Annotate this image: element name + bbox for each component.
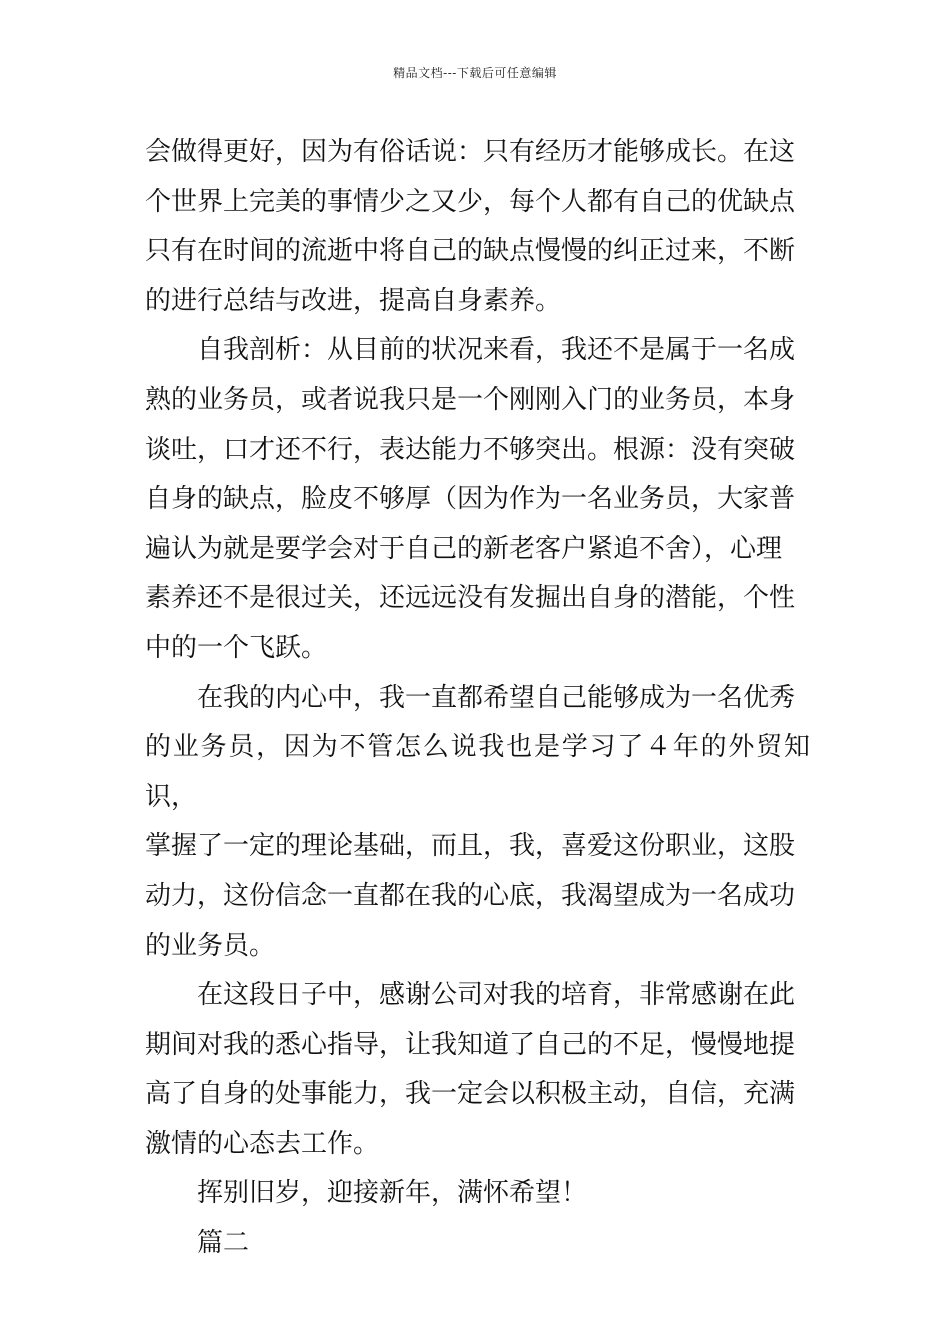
text-line: 挥别旧岁，迎接新年，满怀希望！ <box>197 1178 588 1209</box>
text-line: 自身的缺点，脸皮不够厚（因为作为一名业务员，大家普 <box>145 484 796 515</box>
text-line: 在这段日子中，感谢公司对我的培育，非常感谢在此 <box>197 980 796 1011</box>
text-line: 只有在时间的流逝中将自己的缺点慢慢的纠正过来，不断 <box>145 236 796 267</box>
text-line: 的业务员，因为不管怎么说我也是学习了４年的外贸知识， <box>145 732 810 812</box>
paragraph-4 <box>145 971 810 1169</box>
text-line: 个世界上完美的事情少之又少，每个人都有自己的优缺点 <box>145 186 796 217</box>
paragraph-5 <box>145 1169 810 1219</box>
page-header-watermark: 精品文档---下载后可任意编辑 <box>393 66 557 80</box>
text-line: 熟的业务员，或者说我只是一个刚刚入门的业务员，本身 <box>145 384 796 415</box>
text-line: 期间对我的悉心指导，让我知道了自己的不足，慢慢地提 <box>145 1029 796 1060</box>
text-line: 篇二 <box>197 1228 250 1259</box>
text-line: 素养还不是很过关，还远远没有发掘出自身的潜能，个性 <box>145 583 796 614</box>
text-line: 遍认为就是要学会对于自己的新老客户紧追不舍），心理 <box>145 533 783 564</box>
text-line: 激情的心态去工作。 <box>145 1128 380 1159</box>
text-line: 谈吐，口才还不行，表达能力不够突出。根源：没有突破 <box>145 434 796 465</box>
text-line: 会做得更好，因为有俗话说：只有经历才能够成长。在这 <box>145 137 796 167</box>
text-line: 在我的内心中，我一直都希望自己能够成为一名优秀 <box>197 682 796 713</box>
text-line: 动力，这份信念一直都在我的心底，我渴望成为一名成功 <box>145 880 796 911</box>
paragraph-3 <box>145 674 810 972</box>
text-line: 高了自身的处事能力，我一定会以积极主动，自信，充满 <box>145 1079 796 1110</box>
text-line: 中的一个飞跃。 <box>145 632 328 663</box>
paragraph-2 <box>145 326 810 673</box>
text-line: 的业务员。 <box>145 930 276 961</box>
text-line: 的进行总结与改进，提高自身素养。 <box>145 285 562 316</box>
text-line: 掌握了一定的理论基础，而且，我，喜爱这份职业，这股 <box>145 831 796 862</box>
paragraph-1 <box>145 128 810 326</box>
section-heading <box>145 1219 810 1269</box>
document-body <box>145 128 810 1269</box>
text-line: 自我剖析：从目前的状况来看，我还不是属于一名成 <box>197 335 796 366</box>
